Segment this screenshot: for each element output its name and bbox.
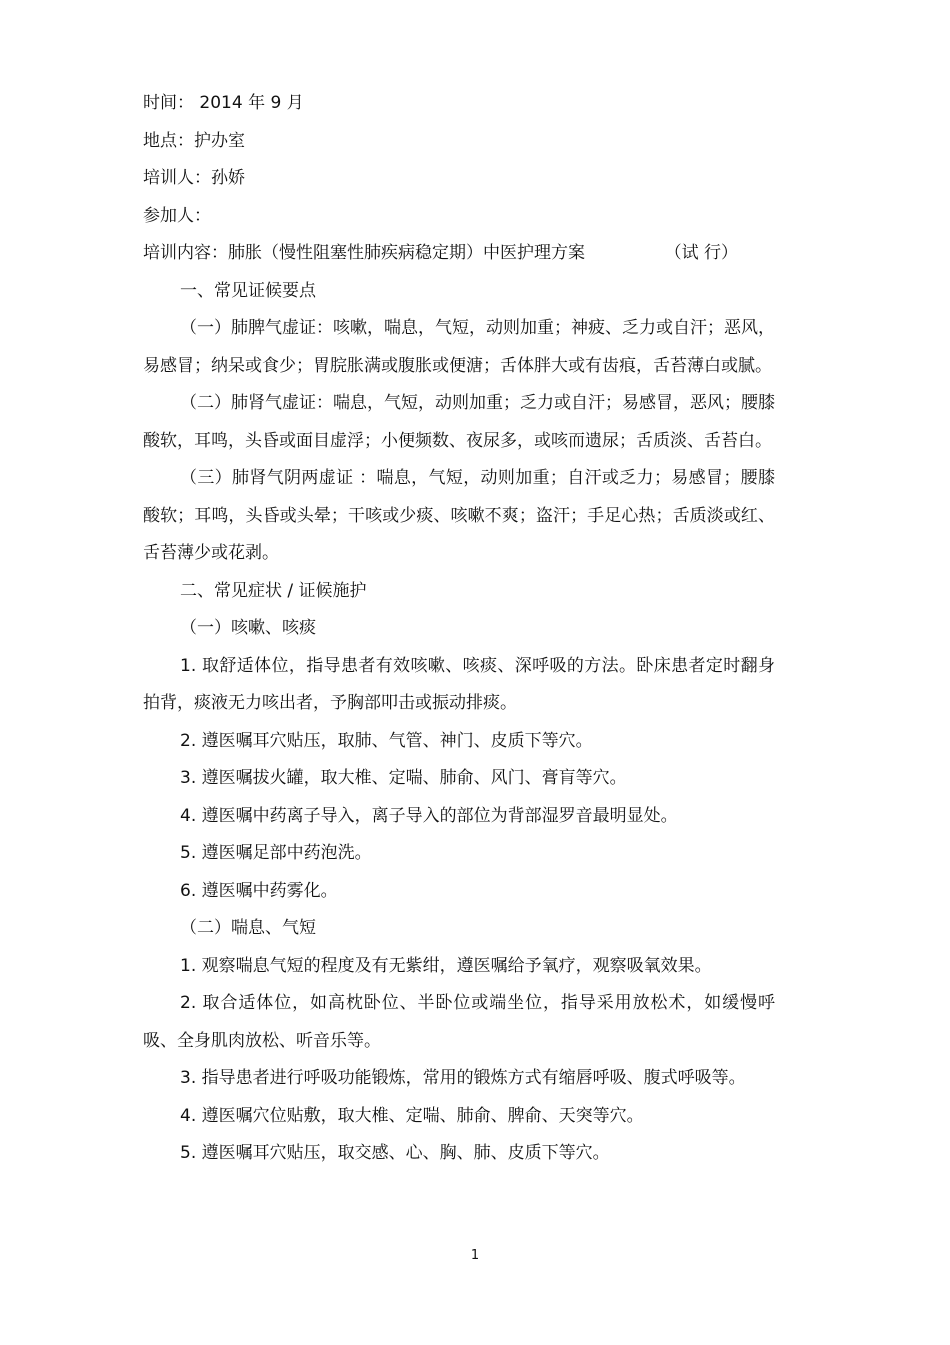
document-body [143,85,775,1173]
syndrome-item: （二）肺肾气虚证：喘息，气短，动则加重；乏力或自汗；易感冒，恶风；腰膝酸软，耳鸣，头昏或面目虚浮；小便频数、夜尿多，或咳而遗尿；舌质淡、舌苔白。 [143,393,775,451]
care-item: 4. 遵医嘱穴位贴敷，取大椎、定喘、肺俞、脾俞、天突等穴。 [180,1105,644,1126]
training-trainer: 培训人：孙娇 [143,168,245,188]
care-item: 6. 遵医嘱中药雾化。 [180,880,338,901]
care-item: 1. 取舒适体位，指导患者有效咳嗽、咳痰、深呼吸的方法。卧床患者定时翻身拍背，痰液无力咳出者，予胸部叩击或振动排痰。 [143,655,775,713]
training-topic: 培训内容：肺胀（慢性阻塞性肺疾病稳定期）中医护理方案 [143,243,585,263]
care-item: 5. 遵医嘱足部中药泡洗。 [180,843,372,863]
training-topic-row [143,235,738,273]
training-time: 时间： 2014 年 9 月 [143,93,304,113]
trial-label: （试 行） [664,243,738,263]
section-heading-care: 二、常见症状 / 证候施护 [180,580,367,601]
care-item: 4. 遵医嘱中药离子导入，离子导入的部位为背部湿罗音最明显处。 [180,805,678,826]
care-item: 1. 观察喘息气短的程度及有无紫绀，遵医嘱给予氧疗，观察吸氧效果。 [180,955,712,976]
care-item: 3. 遵医嘱拔火罐，取大椎、定喘、肺俞、风门、膏肓等穴。 [180,768,627,788]
section-heading-syndromes: 一、常见证候要点 [180,280,316,301]
syndrome-item: （三）肺肾气阴两虚证 ：喘息，气短，动则加重；自汗或乏力；易感冒；腰膝酸软；耳鸣，头昏或头晕；干咳或少痰、咳嗽不爽；盗汗；手足心热；舌质淡或红、舌苔薄少或花剥。 [143,468,775,563]
training-participants: 参加人： [143,205,211,226]
subsection-heading-cough: （一）咳嗽、咳痰 [180,618,316,638]
care-item: 5. 遵医嘱耳穴贴压，取交感、心、胸、肺、皮质下等穴。 [180,1143,610,1163]
syndrome-item: （一）肺脾气虚证：咳嗽，喘息，气短，动则加重；神疲、乏力或自汗；恶风，易感冒；纳呆或食少；胃脘胀满或腹胀或便溏；舌体胖大或有齿痕，舌苔薄白或腻。 [143,318,775,376]
page-number: 1 [470,1248,480,1263]
care-item: 2. 取合适体位，如高枕卧位、半卧位或端坐位，指导采用放松术，如缓慢呼吸、全身肌肉放松、听音乐等。 [143,993,775,1051]
training-location: 地点：护办室 [143,130,245,151]
care-item: 2. 遵医嘱耳穴贴压，取肺、气管、神门、皮质下等穴。 [180,730,593,751]
care-item: 3. 指导患者进行呼吸功能锻炼，常用的锻炼方式有缩唇呼吸、腹式呼吸等。 [180,1068,746,1088]
subsection-heading-dyspnea: （二）喘息、气短 [180,918,316,938]
